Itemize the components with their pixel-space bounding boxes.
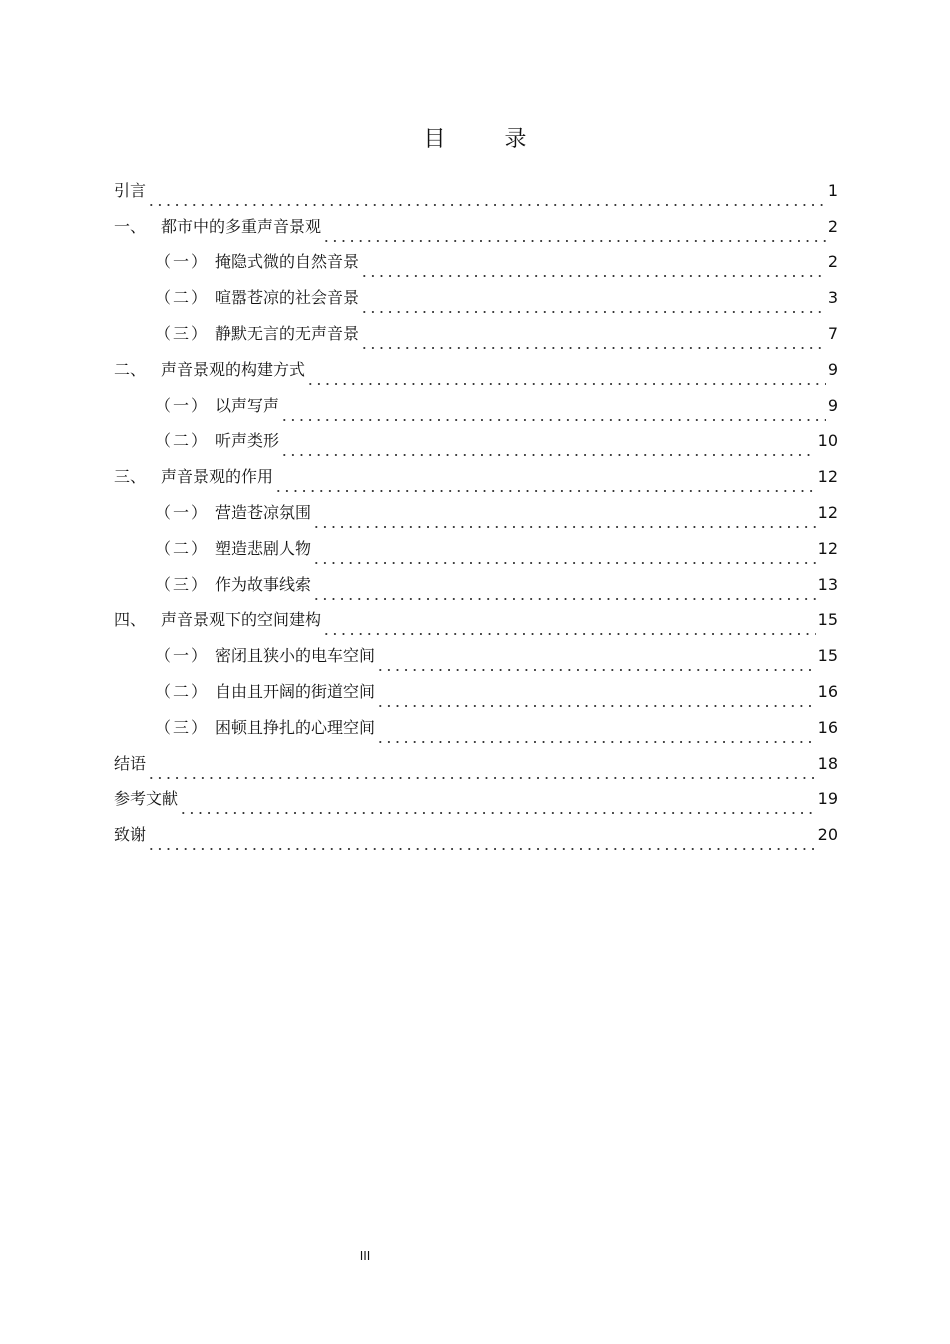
- toc-entry-page: 12: [817, 538, 838, 558]
- toc-entry-title: 引言: [114, 180, 147, 200]
- toc-dot-leader: [322, 225, 826, 245]
- toc-entry-title: 致谢: [114, 825, 147, 845]
- toc-dot-leader: [306, 368, 826, 388]
- toc-dot-leader: [312, 547, 816, 567]
- toc-entry-number: 一、: [114, 216, 147, 236]
- toc-entry-title: 困顿且挣扎的心理空间: [215, 717, 376, 737]
- toc-entry-page: 1: [827, 180, 838, 200]
- toc-entry-title: 声音景观的作用: [161, 467, 274, 487]
- toc-entry-number: （二）: [155, 288, 210, 308]
- toc-entry-number: （二）: [155, 538, 210, 558]
- toc-entry-number: （二）: [155, 431, 210, 451]
- toc-entry-page: 3: [827, 288, 838, 308]
- toc-entry-page: 19: [817, 789, 838, 809]
- toc-dot-leader: [147, 189, 826, 209]
- toc-dot-leader: [147, 833, 816, 853]
- toc-entry[interactable]: [114, 531, 838, 567]
- toc-dot-leader: [376, 726, 816, 746]
- toc-entry-number: （一）: [155, 646, 210, 666]
- toc-entry-number: （三）: [155, 574, 210, 594]
- toc-entry[interactable]: [114, 746, 838, 782]
- toc-entry-page: 13: [817, 574, 838, 594]
- toc-dot-leader: [179, 797, 816, 817]
- toc-dot-leader: [280, 439, 816, 459]
- toc-entry-page: 18: [817, 753, 838, 773]
- toc-entry-page: 16: [817, 717, 838, 737]
- toc-entry-number: 二、: [114, 359, 147, 379]
- toc-entry-page: 20: [817, 825, 838, 845]
- toc-entry[interactable]: [114, 710, 838, 746]
- toc-entry-title: 自由且开阔的街道空间: [215, 682, 376, 702]
- toc-list: [114, 173, 838, 853]
- toc-dot-leader: [147, 762, 816, 782]
- toc-entry[interactable]: [114, 173, 838, 209]
- toc-entry[interactable]: [114, 817, 838, 853]
- toc-entry-title: 掩隐式微的自然音景: [215, 252, 360, 272]
- toc-entry[interactable]: [114, 424, 838, 460]
- toc-entry[interactable]: [114, 352, 838, 388]
- toc-entry[interactable]: [114, 782, 838, 818]
- toc-entry-title: 密闭且狭小的电车空间: [215, 646, 376, 666]
- toc-dot-leader: [312, 511, 816, 531]
- toc-entry[interactable]: [114, 209, 838, 245]
- toc-entry[interactable]: [114, 459, 838, 495]
- toc-entry[interactable]: [114, 674, 838, 710]
- toc-entry-title: 以声写声: [215, 395, 280, 415]
- toc-entry-number: （一）: [155, 395, 210, 415]
- toc-entry-number: （一）: [155, 252, 210, 272]
- toc-entry[interactable]: [114, 245, 838, 281]
- toc-title: 目 录: [423, 127, 553, 152]
- toc-entry-number: 四、: [114, 610, 147, 630]
- toc-entry-number: （三）: [155, 717, 210, 737]
- toc-entry-page: 12: [817, 503, 838, 523]
- toc-entry-page: 9: [827, 395, 838, 415]
- toc-entry-page: 12: [817, 467, 838, 487]
- toc-entry-page: 16: [817, 682, 838, 702]
- toc-entry-number: （一）: [155, 503, 210, 523]
- toc-entry[interactable]: [114, 638, 838, 674]
- toc-entry-number: （二）: [155, 682, 210, 702]
- toc-entry-title: 都市中的多重声音景观: [161, 216, 322, 236]
- toc-entry[interactable]: [114, 388, 838, 424]
- toc-entry-title: 喧嚣苍凉的社会音景: [215, 288, 360, 308]
- toc-entry[interactable]: [114, 567, 838, 603]
- toc-entry-page: 9: [827, 359, 838, 379]
- toc-dot-leader: [360, 260, 826, 280]
- toc-entry-title: 结语: [114, 753, 147, 773]
- toc-entry-page: 2: [827, 252, 838, 272]
- toc-entry-page: 15: [817, 646, 838, 666]
- toc-entry-page: 2: [827, 216, 838, 236]
- toc-entry[interactable]: [114, 495, 838, 531]
- toc-entry-title: 营造苍凉氛围: [215, 503, 312, 523]
- toc-dot-leader: [322, 618, 816, 638]
- toc-entry[interactable]: [114, 280, 838, 316]
- toc-dot-leader: [376, 690, 816, 710]
- toc-dot-leader: [274, 475, 816, 495]
- toc-entry-title: 静默无言的无声音景: [215, 324, 360, 344]
- toc-entry-page: 10: [817, 431, 838, 451]
- toc-dot-leader: [360, 296, 826, 316]
- toc-entry-title: 听声类形: [215, 431, 280, 451]
- toc-entry-title: 参考文献: [114, 789, 179, 809]
- toc-dot-leader: [280, 404, 826, 424]
- toc-dot-leader: [312, 583, 816, 603]
- toc-dot-leader: [360, 332, 826, 352]
- toc-entry-page: 7: [827, 324, 838, 344]
- toc-entry[interactable]: [114, 316, 838, 352]
- toc-entry-number: （三）: [155, 324, 210, 344]
- toc-entry-page: 15: [817, 610, 838, 630]
- toc-entry-title: 声音景观的构建方式: [161, 359, 306, 379]
- toc-entry-number: 三、: [114, 467, 147, 487]
- page-number: III: [359, 1249, 371, 1263]
- toc-entry-title: 声音景观下的空间建构: [161, 610, 322, 630]
- toc-entry-title: 塑造悲剧人物: [215, 538, 312, 558]
- toc-entry-title: 作为故事线索: [215, 574, 312, 594]
- toc-dot-leader: [376, 654, 816, 674]
- toc-entry[interactable]: [114, 603, 838, 639]
